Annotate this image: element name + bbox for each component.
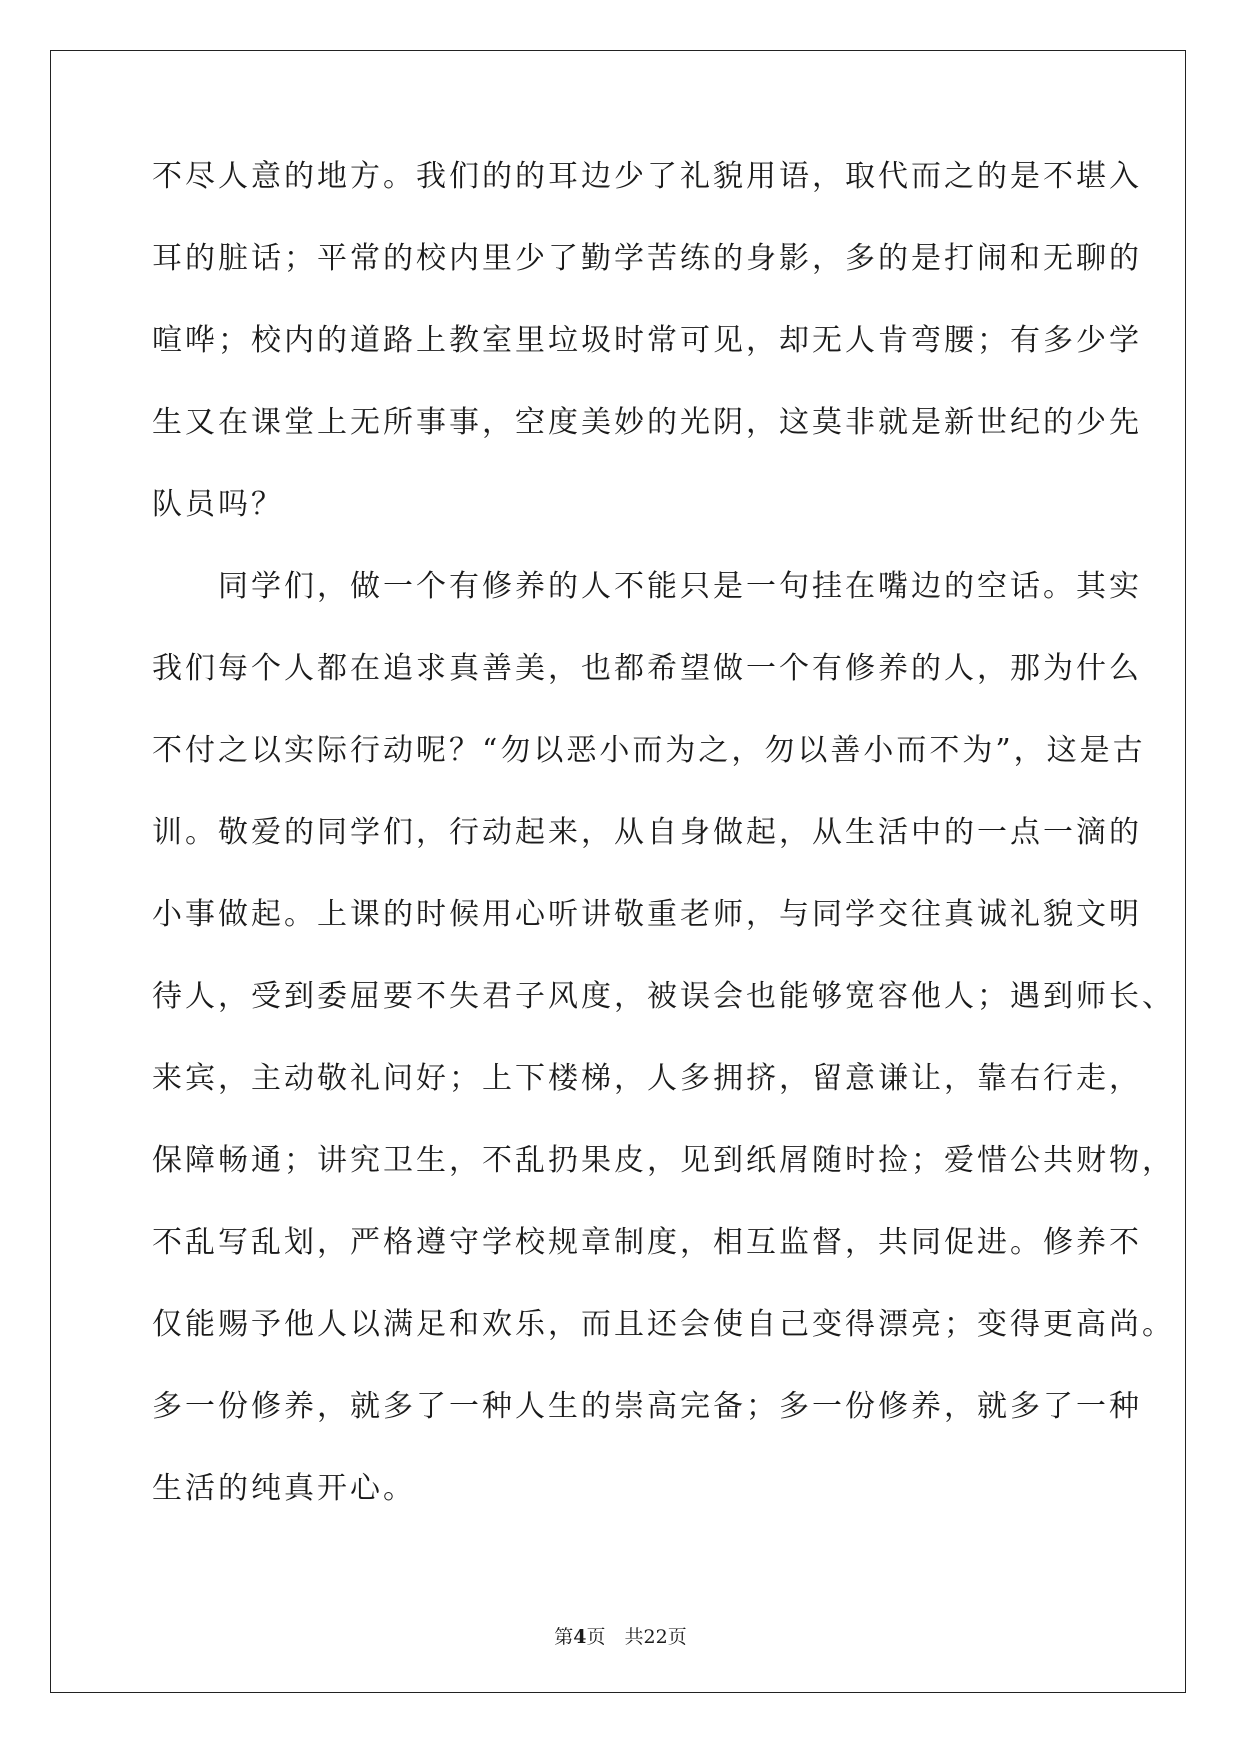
text-line: 喧哗；校内的道路上教室里垃圾时常可见，却无人肯弯腰；有多少学 — [152, 323, 1142, 358]
footer-prefix: 第 — [554, 1626, 574, 1648]
text-line: 小事做起。上课的时候用心听讲敬重老师，与同学交往真诚礼貌文明 — [152, 897, 1142, 932]
text-line: 保障畅通；讲究卫生，不乱扔果皮，见到纸屑随时捡；爱惜公共财物， — [152, 1143, 1175, 1178]
document-body — [152, 159, 1175, 1556]
text-line: 同学们，做一个有修养的人不能只是一句挂在嘴边的空话。其实 — [152, 569, 1142, 604]
footer-total-suffix: 页 — [667, 1626, 687, 1648]
footer-total-prefix: 共 — [624, 1626, 644, 1648]
text-line: 训。敬爱的同学们，行动起来，从自身做起，从生活中的一点一滴的 — [152, 815, 1142, 850]
text-line: 多一份修养，就多了一种人生的崇高完备；多一份修养，就多了一种 — [152, 1389, 1142, 1424]
text-line: 生活的纯真开心。 — [152, 1471, 416, 1506]
text-line: 我们每个人都在追求真善美，也都希望做一个有修养的人，那为什么 — [152, 651, 1142, 686]
text-line: 来宾，主动敬礼问好；上下楼梯，人多拥挤，留意谦让，靠右行走， — [152, 1061, 1142, 1096]
text-line: 生又在课堂上无所事事，空度美妙的光阴，这莫非就是新世纪的少先 — [152, 405, 1142, 440]
current-page-number: 4 — [573, 1626, 587, 1648]
page-footer — [0, 1622, 1241, 1649]
text-line: 不付之以实际行动呢？“勿以恶小而为之，勿以善小而不为”，这是古 — [152, 733, 1146, 768]
total-page-count: 22 — [643, 1626, 668, 1648]
footer-page-suffix: 页 — [586, 1626, 606, 1648]
text-line: 仅能赐予他人以满足和欢乐，而且还会使自己变得漂亮；变得更高尚。 — [152, 1307, 1175, 1342]
text-line: 不乱写乱划，严格遵守学校规章制度，相互监督，共同促进。修养不 — [152, 1225, 1142, 1260]
text-line: 耳的脏话；平常的校内里少了勤学苦练的身影，多的是打闹和无聊的 — [152, 241, 1142, 276]
text-line: 队员吗？ — [152, 487, 284, 522]
text-line: 待人，受到委屈要不失君子风度，被误会也能够宽容他人；遇到师长、 — [152, 979, 1175, 1014]
text-line: 不尽人意的地方。我们的的耳边少了礼貌用语，取代而之的是不堪入 — [152, 159, 1142, 194]
